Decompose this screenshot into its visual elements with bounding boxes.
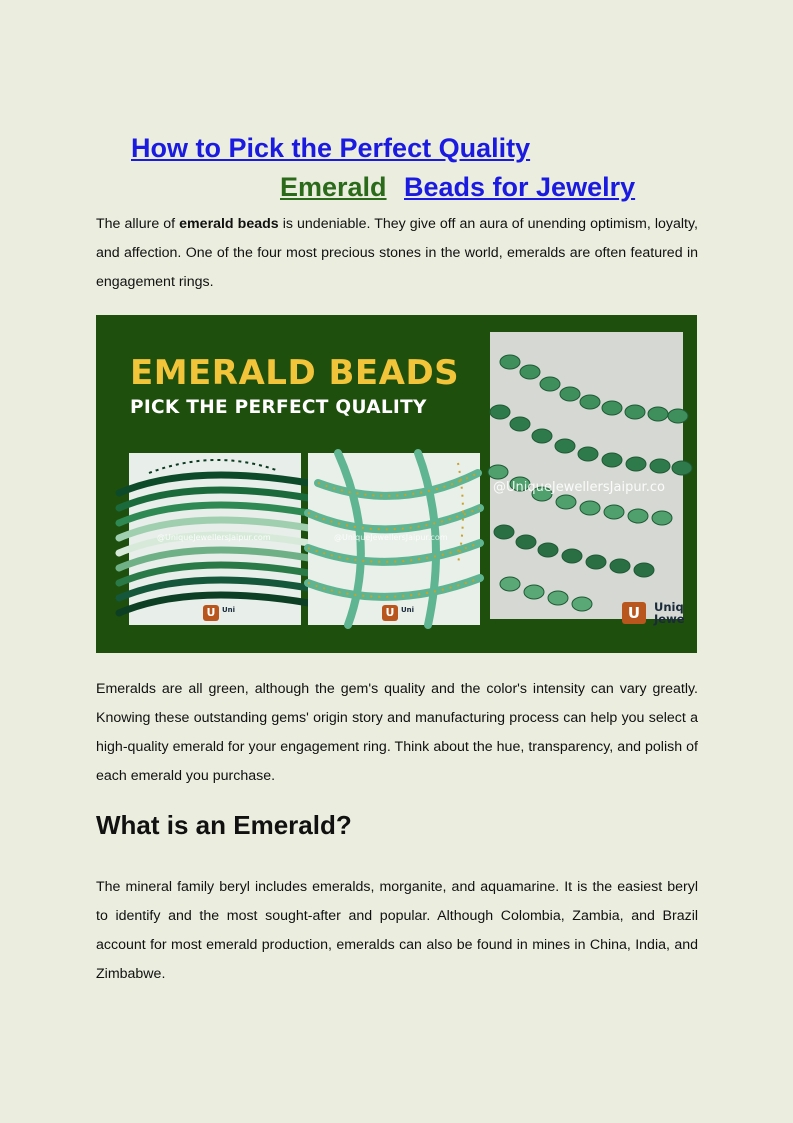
brand-logo-text-line-2: Jewe <box>654 612 685 627</box>
watermark-circle-1: @UniqueJewellersJaipur.com <box>157 533 271 542</box>
brand-logo-text-line-1: Uniq <box>654 600 684 614</box>
beads-photo-circle-2 <box>308 453 480 625</box>
section-heading: What is an Emerald? <box>96 810 352 840</box>
brand-logo-icon: U <box>203 605 219 621</box>
intro-text-start: The allure of <box>96 216 180 232</box>
brand-logo-text: Uni <box>222 606 236 614</box>
brand-logo-text <box>654 601 685 625</box>
brand-logo-icon: U <box>622 602 646 624</box>
watermark-photo: @UniqueJewellersJaipur.co <box>493 480 665 495</box>
title-link-beads[interactable]: Beads for Jewelry <box>404 172 636 202</box>
intro-bold-term: emerald beads <box>179 216 279 232</box>
title-link-emerald[interactable]: Emerald <box>280 172 387 202</box>
what-is-emerald-paragraph: The mineral family beryl includes emeralds, morganite, and aquamarine. It is the easiest beryl to identify and the most sought-after and popular. Although Colombia, Zambia, and Brazil account for most emerald production, emeralds can also be found in mines in China, India, and Zimbabwe. <box>96 879 698 982</box>
title-link-part-1[interactable]: How to Pick the Perfect Quality <box>131 133 531 163</box>
emerald-rondelle-beads-photo <box>490 332 685 627</box>
banner-subheading: PICK THE PERFECT QUALITY <box>130 397 427 418</box>
intro-text-end: is undeniable. They give off an aura of unending optimism, loyalty, and affection. One of the four most precious stones in the world, emeralds are often featured in engagement rings. <box>96 216 698 290</box>
emerald-quality-paragraph: Emeralds are all green, although the gem's quality and the color's intensity can vary greatly. Knowing these outstanding gems' origin story and manufacturing process can help you select a high-quality emerald for your engagement ring. Think about the hue, transparency, and polish of each emerald you purchase. <box>96 681 698 784</box>
brand-logo-text: Uni <box>401 606 415 614</box>
emerald-beads-banner-image <box>96 315 697 653</box>
rondelle-beads-illustration <box>490 332 683 619</box>
intro-paragraph <box>96 210 698 297</box>
watermark-circle-2: @UniqueJewellersJaipur.com <box>334 533 448 542</box>
beads-photo-circle-1 <box>129 453 301 625</box>
brand-logo-icon: U <box>382 605 398 621</box>
banner-heading: EMERALD BEADS <box>130 353 460 393</box>
